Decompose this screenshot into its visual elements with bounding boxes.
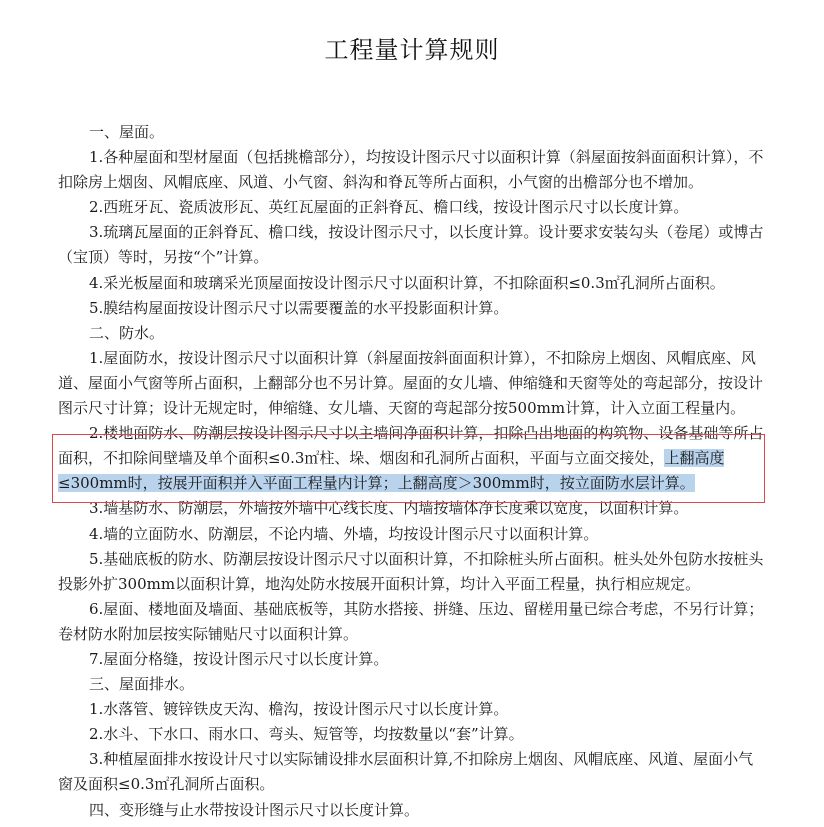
text-selection-highlight: 上翻高度≤300mm时，按展开面积并入平面工程量内计算；上翻高度＞300mm时，按立面防水层计算。 [58,449,725,493]
paragraph: 3.种植屋面排水按设计尺寸以实际铺设排水层面积计算,不扣除房上烟囱、风帽底座、风道、屋面小气窗及面积≤0.3㎡孔洞所占面积。 [58,750,754,794]
paragraph: 1.水落管、镀锌铁皮天沟、檐沟，按设计图示尺寸以长度计算。 [89,700,509,719]
paragraph: 2.西班牙瓦、瓷质波形瓦、英红瓦屋面的正斜脊瓦、檐口线，按设计图示尺寸以长度计算。 [89,198,689,217]
section-heading-roof: 一、屋面。 [89,123,165,141]
paragraph: 5.基础底板的防水、防潮层按设计图示尺寸以面积计算，不扣除桩头所占面积。桩头处外包防水按桩头投影外扩300mm以面积计算，地沟处防水按展开面积计算，均计入平面工程量，执行相应规定。 [58,549,764,593]
paragraph: 3.墙基防水、防潮层，外墙按外墙中心线长度、内墙按墙体净长度乘以宽度，以面积计算。 [89,499,689,518]
section-heading-waterproofing: 二、防水。 [89,323,165,342]
paragraph: 1.屋面防水，按设计图示尺寸以面积计算（斜屋面按斜面面积计算），不扣除房上烟囱、风帽底座、风道、屋面小气窗等所占面积，上翻部分也不另计算。屋面的女儿墙、伸缩缝和天窗等处的弯起部分，按设计图示尺寸计算；设计无规定时，伸缩缝、女儿墙、天窗的弯起部分按500mm计算，计入立面工程量内。 [58,348,764,418]
highlighted-paragraph [58,421,766,496]
document-title: 工程量计算规则 [324,36,500,64]
section-heading-drainage: 三、屋面排水。 [89,675,195,694]
paragraph: 4.采光板屋面和玻璃采光顶屋面按设计图示尺寸以面积计算，不扣除面积≤0.3㎡孔洞所占面积。 [89,273,725,292]
document-body [58,120,766,823]
paragraph: 2.水斗、下水口、雨水口、弯头、短管等，均按数量以“套”计算。 [89,725,524,744]
paragraph: 1.各种屋面和型材屋面（包括挑檐部分），均按设计图示尺寸以面积计算（斜屋面按斜面面积计算），不扣除房上烟囱、风帽底座、风道、小气窗、斜沟和脊瓦等所占面积，小气窗的出檐部分也不增加。 [58,148,764,192]
paragraph: 5.膜结构屋面按设计图示尺寸以需要覆盖的水平投影面积计算。 [89,298,509,317]
paragraph-text: 2.楼地面防水、防潮层按设计图示尺寸以主墙间净面积计算，扣除凸出地面的构筑物、设备基础等所占面积，不扣除间壁墙及单个面积≤0.3㎡柱、垛、烟囱和孔洞所占面积，平面与立面交接处， [58,424,764,468]
paragraph: 6.屋面、楼地面及墙面、基础底板等，其防水搭接、拼缝、压边、留槎用量已综合考虑，不另行计算；卷材防水附加层按实际铺贴尺寸以面积计算。 [58,599,764,643]
paragraph: 4.墙的立面防水、防潮层，不论内墙、外墙，均按设计图示尺寸以面积计算。 [89,524,599,543]
section-heading-joints: 四、变形缝与止水带按设计图示尺寸以长度计算。 [89,800,420,819]
paragraph: 3.琉璃瓦屋面的正斜脊瓦、檐口线，按设计图示尺寸，以长度计算。设计要求安装勾头（卷尾）或博古（宝顶）等时，另按“个”计算。 [58,223,764,267]
paragraph: 7.屋面分格缝，按设计图示尺寸以长度计算。 [89,649,389,668]
